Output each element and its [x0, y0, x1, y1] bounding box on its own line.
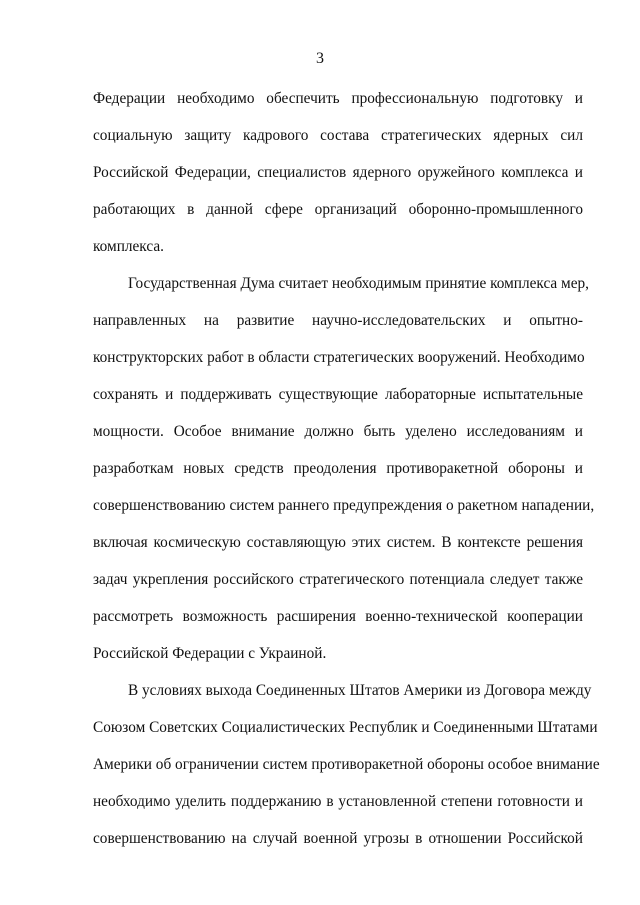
- document-body: [93, 88, 600, 865]
- paragraph-1: [93, 88, 583, 273]
- text-line: В условиях выхода Соединенных Штатов Америки из Договора между: [128, 682, 592, 699]
- text-line: работающих в данной сфере организаций оборонно-промышленного: [93, 201, 583, 218]
- text-line: Союзом Советских Социалистических Республик и Соединенными Штатами: [93, 719, 598, 736]
- paragraph-3: [93, 680, 600, 865]
- page-number: 3: [316, 50, 324, 67]
- text-line: конструкторских работ в области стратегических вооружений. Необходимо: [93, 349, 585, 366]
- text-line: разработкам новых средств преодоления противоракетной обороны и: [93, 460, 583, 477]
- text-line: Государственная Дума считает необходимым принятие комплекса мер,: [128, 275, 589, 292]
- text-line: Федерации необходимо обеспечить профессиональную подготовку и: [93, 90, 583, 107]
- text-line: совершенствованию систем раннего предупреждения о ракетном нападении,: [93, 497, 595, 514]
- text-line: сохранять и поддерживать существующие лабораторные испытательные: [93, 386, 583, 403]
- text-line: необходимо уделить поддержанию в установленной степени готовности и: [93, 793, 583, 810]
- paragraph-2: [93, 273, 595, 680]
- text-line: мощности. Особое внимание должно быть уделено исследованиям и: [93, 423, 583, 440]
- text-line: Америки об ограничении систем противоракетной обороны особое внимание: [93, 756, 600, 773]
- text-line: направленных на развитие научно-исследовательских и опытно-: [93, 312, 583, 329]
- text-line: совершенствованию на случай военной угрозы в отношении Российской: [93, 830, 583, 847]
- text-line: включая космическую составляющую этих систем. В контексте решения: [93, 534, 583, 551]
- text-line: рассмотреть возможность расширения военно-технической кооперации: [93, 608, 583, 625]
- text-line: Российской Федерации, специалистов ядерного оружейного комплекса и: [93, 164, 583, 181]
- text-line: Российской Федерации с Украиной.: [93, 645, 327, 662]
- text-line: комплекса.: [93, 238, 164, 255]
- text-line: задач укрепления российского стратегического потенциала следует также: [93, 571, 583, 588]
- text-line: социальную защиту кадрового состава стратегических ядерных сил: [93, 127, 583, 144]
